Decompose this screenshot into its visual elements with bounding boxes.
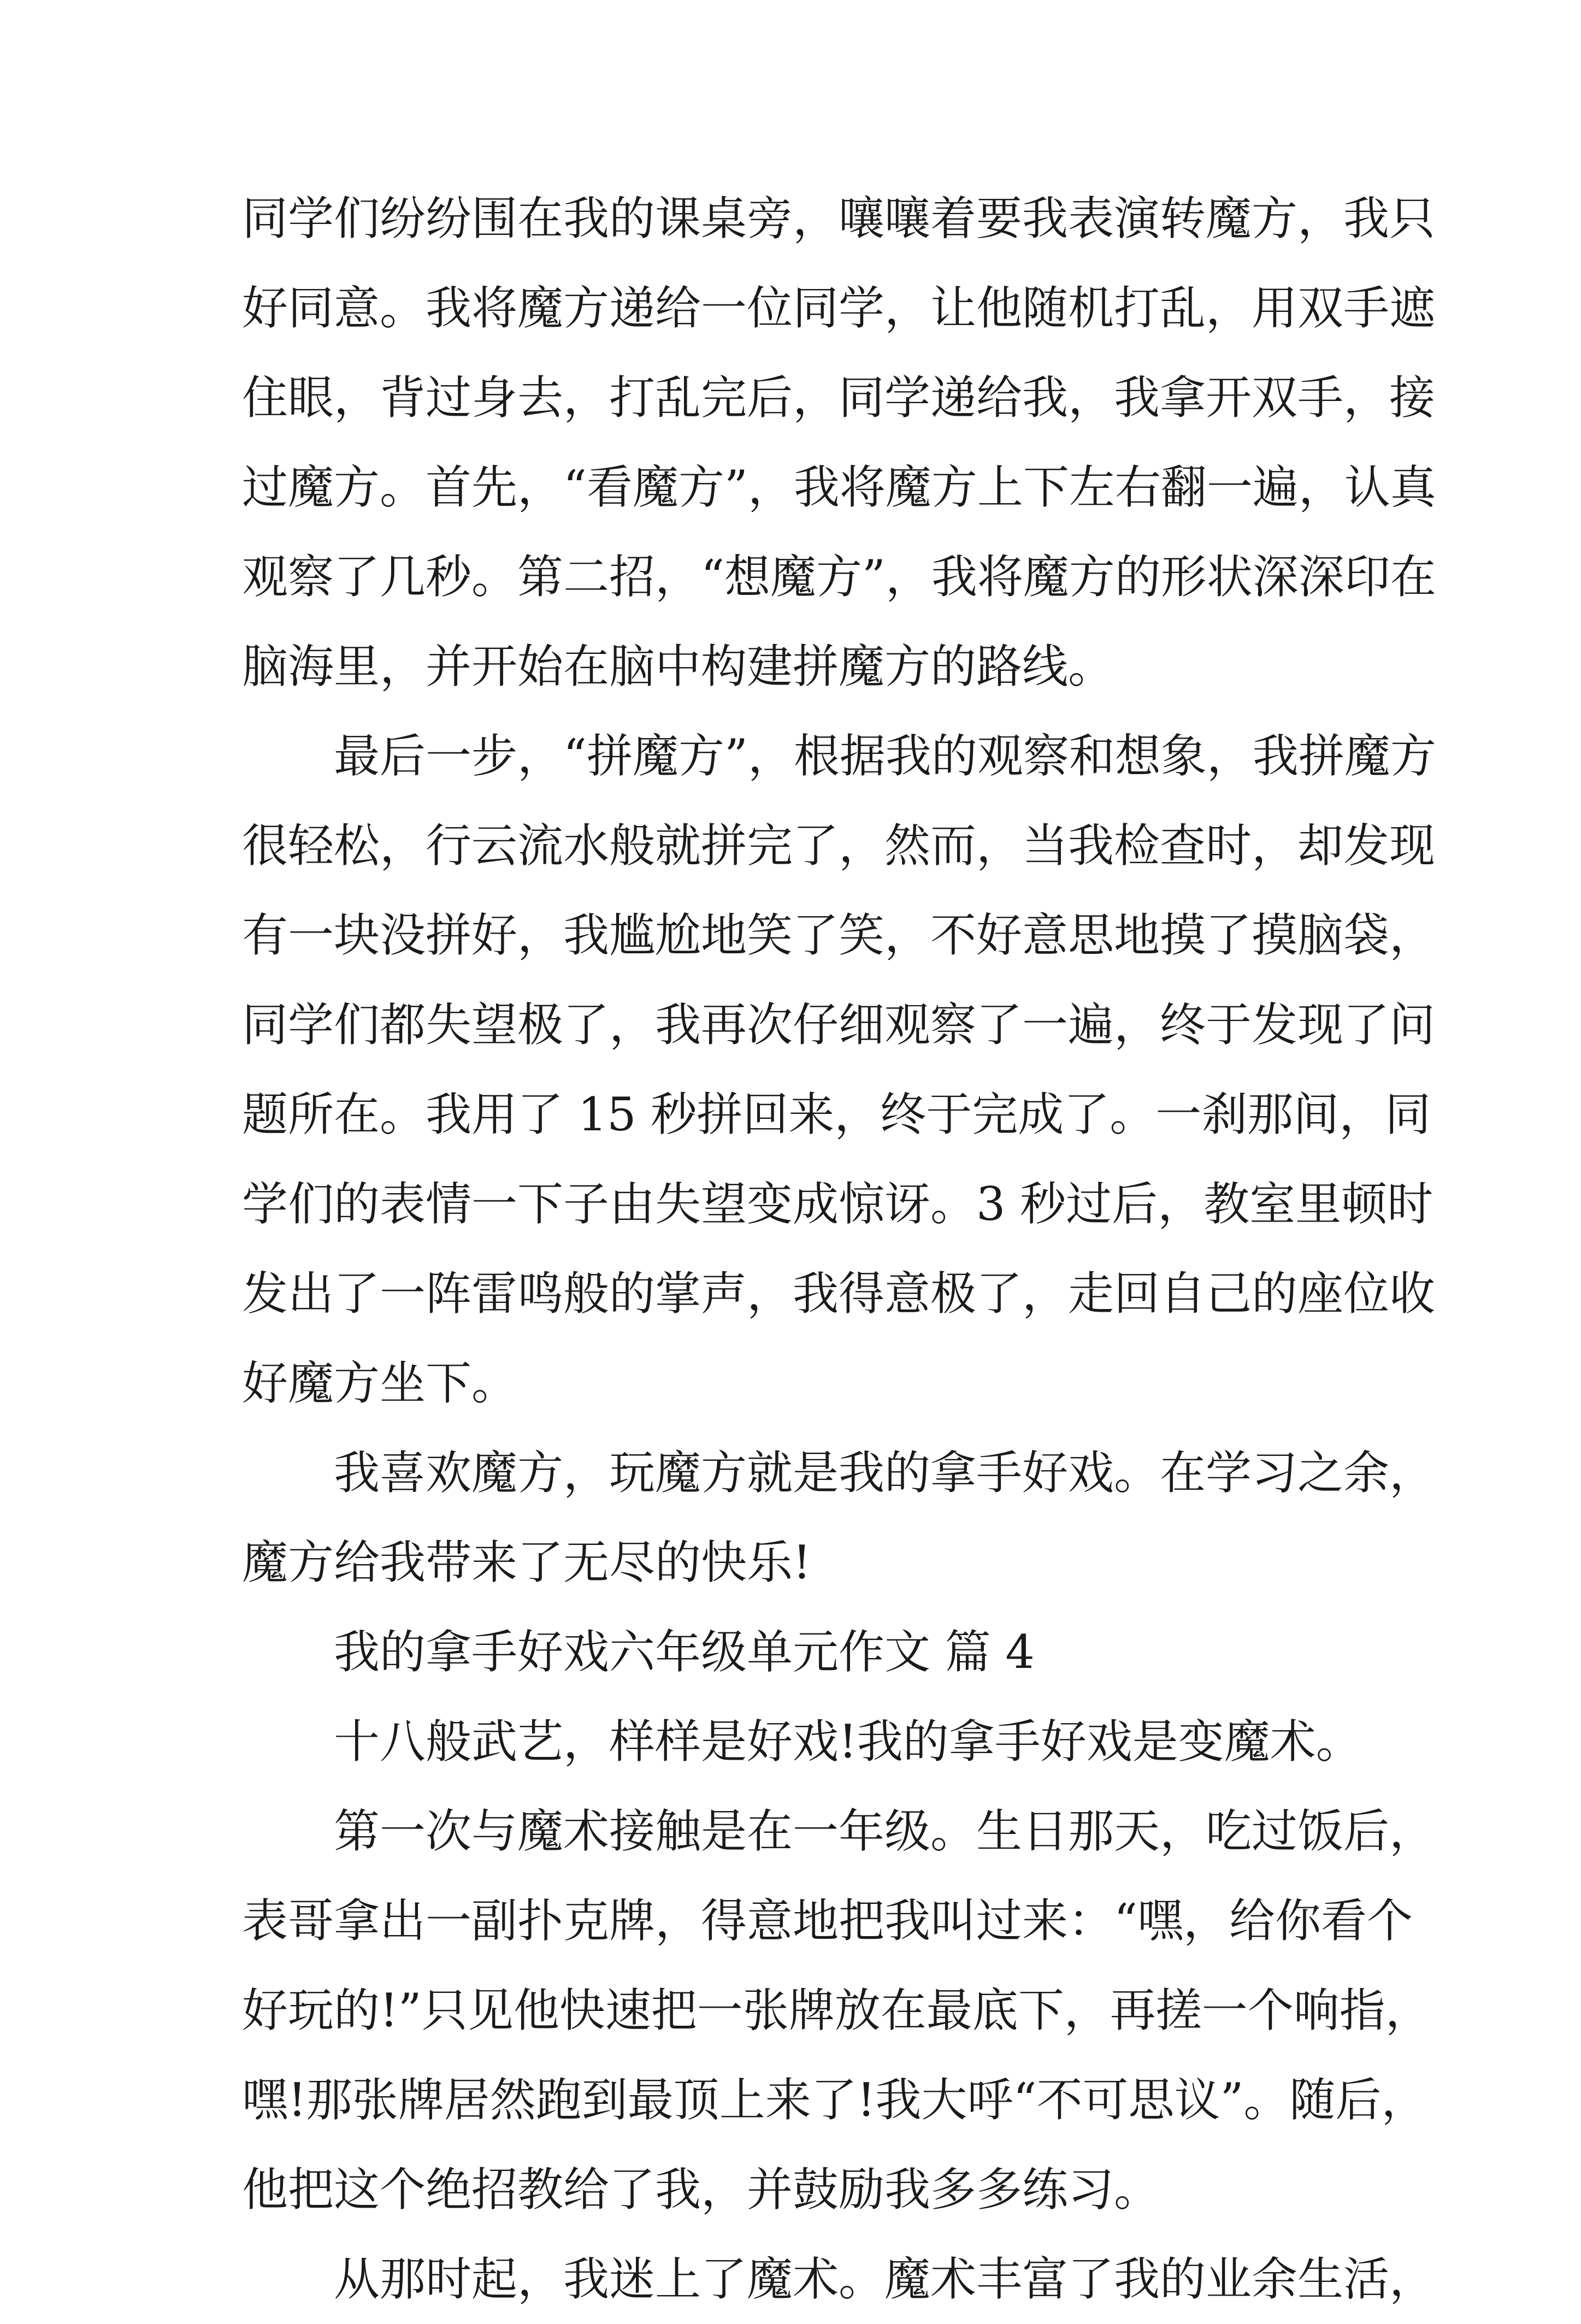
text-line: 最后一步，“拼魔方”，根据我的观察和想象，我拼魔方 <box>334 729 1436 783</box>
text-line: 观察了几秒。第二招，“想魔方”，我将魔方的形状深深印在 <box>242 550 1436 604</box>
text-line: 很轻松，行云流水般就拼完了，然而，当我检查时，却发现 <box>242 819 1436 872</box>
text-line: 同学们纷纷围在我的课桌旁，嚷嚷着要我表演转魔方，我只 <box>242 192 1436 245</box>
text-line: 好同意。我将魔方递给一位同学，让他随机打乱，用双手遮 <box>242 281 1436 335</box>
text-line: 同学们都失望极了，我再次仔细观察了一遍，终于发现了问 <box>242 998 1436 1052</box>
text-line: 脑海里，并开始在脑中构建拼魔方的路线。 <box>242 640 1114 693</box>
text-line: 住眼，背过身去，打乱完后，同学递给我，我拿开双手，接 <box>242 371 1436 424</box>
essay-text <box>242 174 1436 2324</box>
text-line: 表哥拿出一副扑克牌，得意地把我叫过来：“嘿，给你看个 <box>242 1894 1413 1948</box>
text-line: 学们的表情一下子由失望变成惊讶。3 秒过后，教室里顿时 <box>242 1177 1433 1231</box>
text-line: 发出了一阵雷鸣般的掌声，我得意极了，走回自己的座位收 <box>242 1267 1436 1320</box>
text-line: 好魔方坐下。 <box>242 1356 518 1410</box>
text-line: 题所在。我用了 15 秒拼回来，终于完成了。一刹那间，同 <box>242 1088 1431 1141</box>
text-line: 好玩的!”只见他快速把一张牌放在最底下，再搓一个响指， <box>242 1984 1431 2037</box>
text-line: 十八般武艺，样样是好戏!我的拿手好戏是变魔术。 <box>334 1715 1362 1768</box>
text-line: 我的拿手好戏六年级单元作文 篇 4 <box>334 1625 1035 1679</box>
text-line: 魔方给我带来了无尽的快乐! <box>242 1536 811 1589</box>
text-line: 第一次与魔术接触是在一年级。生日那天，吃过饭后， <box>334 1804 1436 1858</box>
text-line: 过魔方。首先，“看魔方”，我将魔方上下左右翻一遍，认真 <box>242 461 1436 514</box>
text-line: 他把这个绝招教给了我，并鼓励我多多练习。 <box>242 2163 1160 2216</box>
text-line: 从那时起，我迷上了魔术。魔术丰富了我的业余生活， <box>334 2252 1436 2306</box>
text-line: 有一块没拼好，我尴尬地笑了笑，不好意思地摸了摸脑袋， <box>242 909 1436 962</box>
text-line: 嘿!那张牌居然跑到最顶上来了!我大呼“不可思议”。随后， <box>242 2073 1427 2127</box>
text-line: 我喜欢魔方，玩魔方就是我的拿手好戏。在学习之余， <box>334 1446 1436 1500</box>
